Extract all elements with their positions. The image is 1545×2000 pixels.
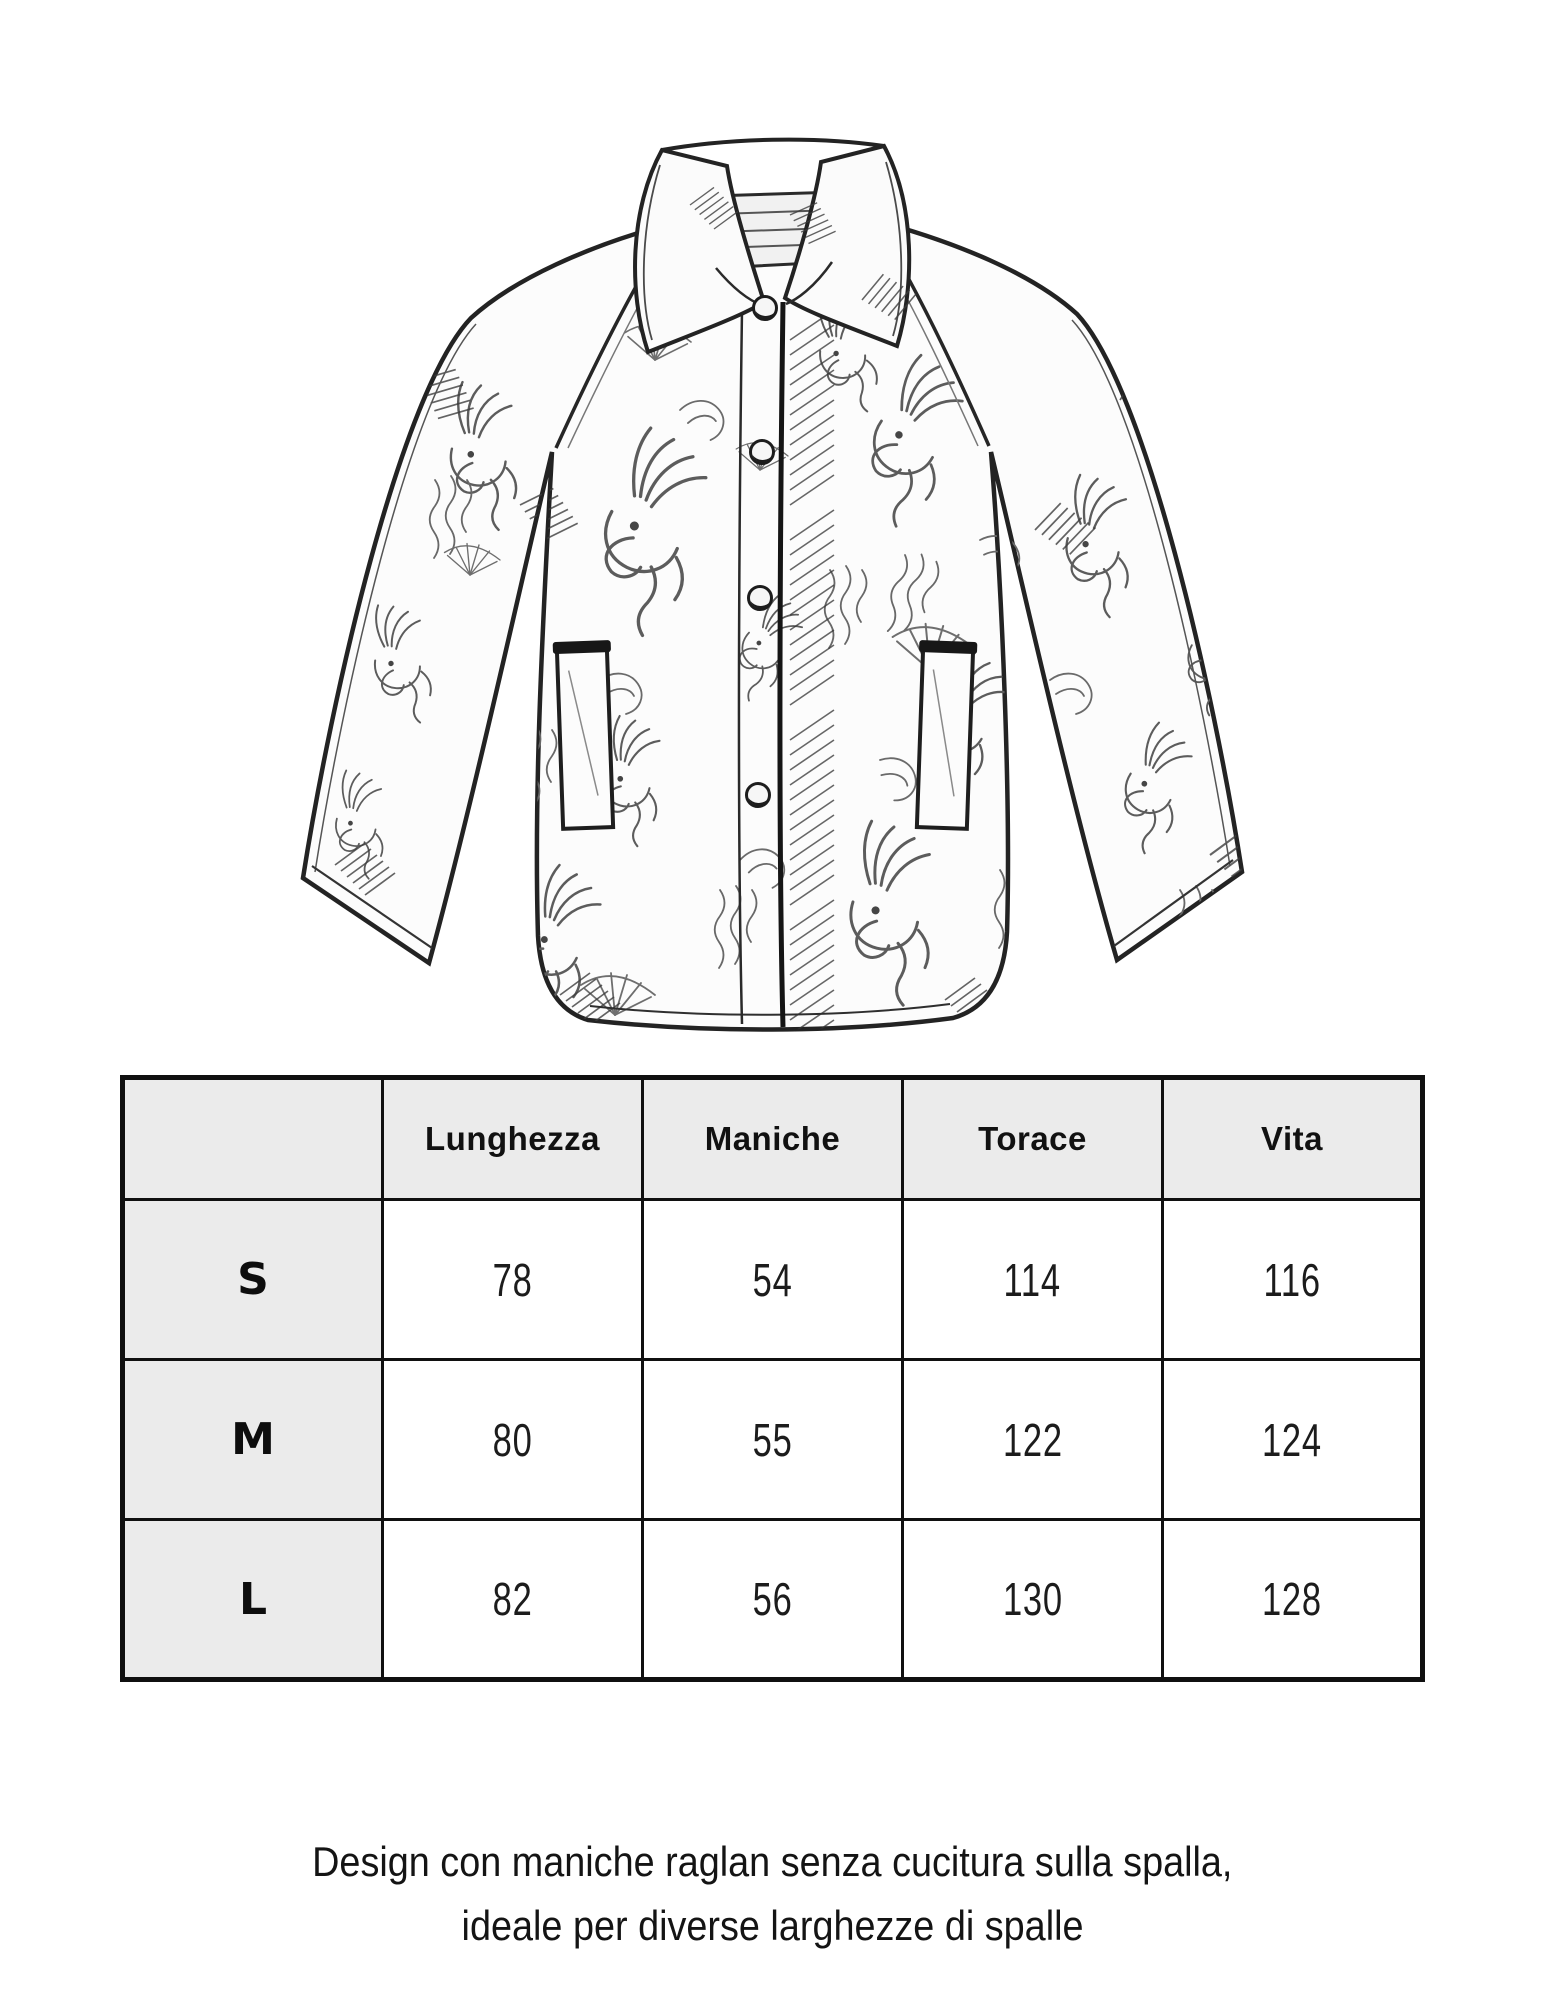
value-cell — [643, 1520, 903, 1680]
measurement-value: 56 — [752, 1573, 793, 1625]
value-cell — [903, 1200, 1163, 1360]
caption-line-1: Design con maniche raglan senza cucitura sulla spalla, — [312, 1838, 1233, 1885]
header-cell-lunghezza: Lunghezza — [383, 1078, 643, 1200]
table-header-row — [123, 1078, 1423, 1200]
value-cell — [1163, 1200, 1423, 1360]
value-cell — [1163, 1520, 1423, 1680]
value-cell — [383, 1200, 643, 1360]
value-cell — [383, 1520, 643, 1680]
header-cell-torace: Torace — [903, 1078, 1163, 1200]
value-cell — [643, 1360, 903, 1520]
size-chart-table — [120, 1075, 1425, 1682]
measurement-value: 78 — [492, 1253, 533, 1306]
measurement-value: 54 — [752, 1253, 793, 1306]
size-label: S — [123, 1200, 383, 1360]
value-cell — [1163, 1360, 1423, 1520]
measurement-value: 80 — [492, 1413, 533, 1466]
left-pocket — [553, 640, 617, 829]
value-cell — [903, 1360, 1163, 1520]
right-pocket — [913, 640, 977, 829]
table-row — [123, 1360, 1423, 1520]
measurement-value: 55 — [752, 1413, 793, 1466]
measurement-value: 122 — [1002, 1413, 1063, 1466]
header-cell-maniche: Maniche — [643, 1078, 903, 1200]
measurement-value: 116 — [1263, 1253, 1321, 1306]
caption — [0, 1830, 1545, 1958]
value-cell — [903, 1520, 1163, 1680]
measurement-value: 82 — [492, 1573, 533, 1625]
measurement-value: 130 — [1002, 1573, 1063, 1625]
header-cell-vita: Vita — [1163, 1078, 1423, 1200]
measurement-value: 114 — [1003, 1253, 1062, 1306]
table-row — [123, 1200, 1423, 1360]
size-label: L — [123, 1520, 383, 1680]
value-cell — [383, 1360, 643, 1520]
size-label: M — [123, 1360, 383, 1520]
value-cell — [643, 1200, 903, 1360]
measurement-value: 124 — [1262, 1413, 1322, 1466]
header-cell-size — [123, 1078, 383, 1200]
caption-line-2: ideale per diverse larghezze di spalle — [461, 1902, 1084, 1949]
measurement-value: 128 — [1262, 1573, 1322, 1625]
table-row — [123, 1520, 1423, 1680]
